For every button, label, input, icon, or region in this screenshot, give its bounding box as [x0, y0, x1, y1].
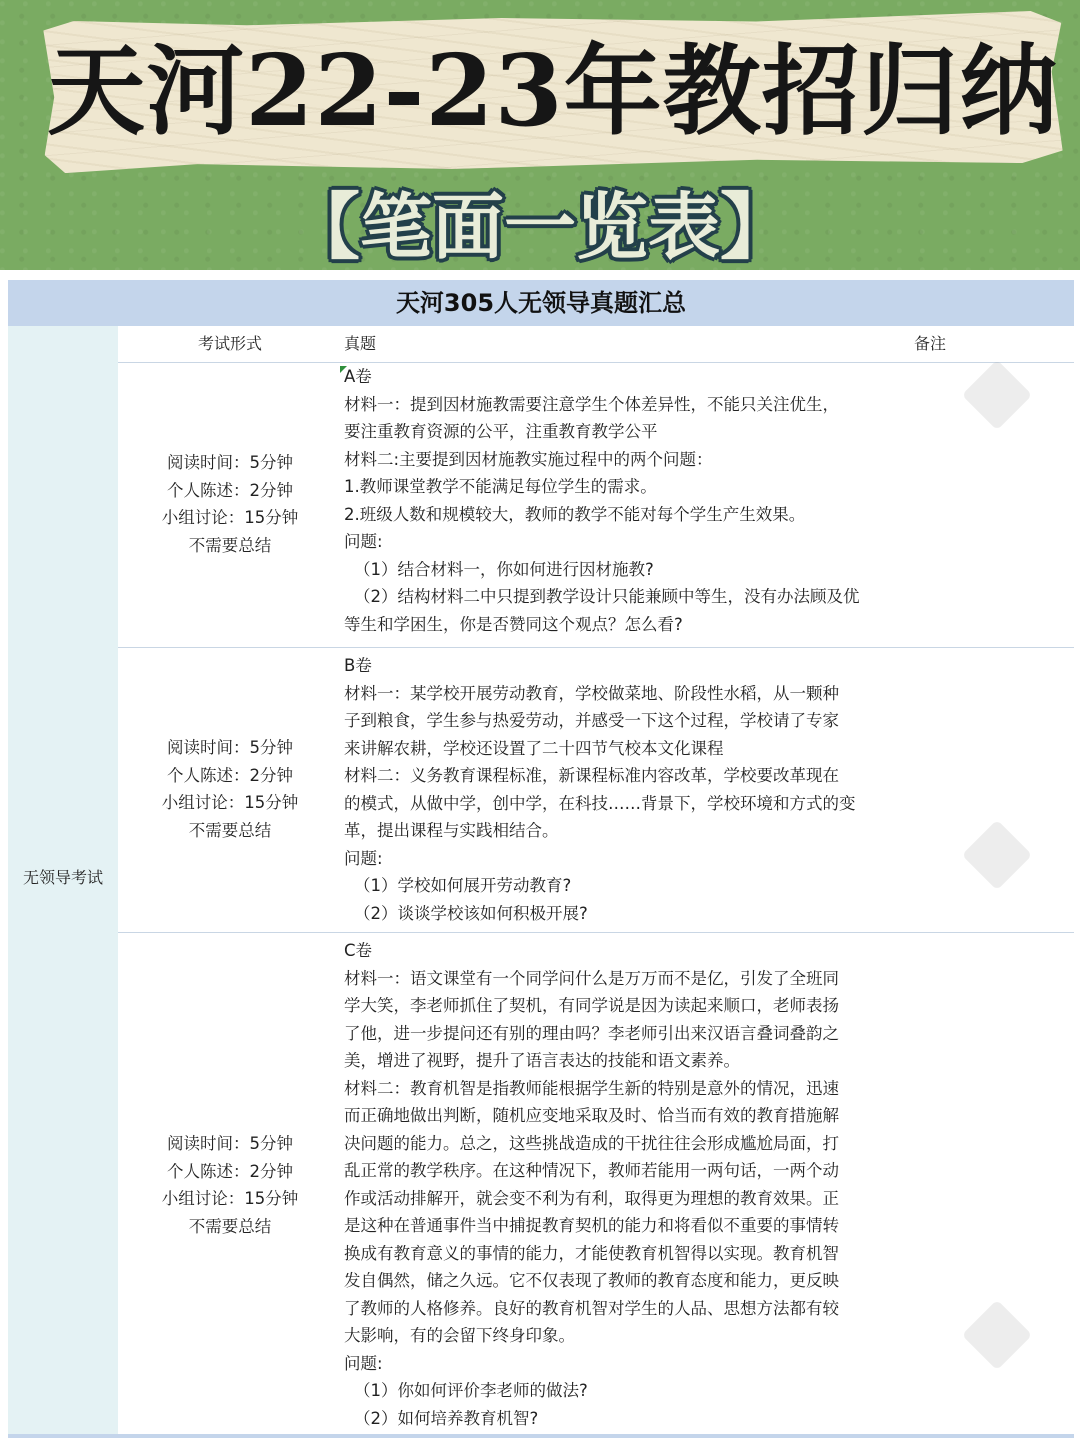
- discussion-time: 小组讨论：15分钟: [161, 793, 299, 812]
- question-line: 是这种在普通事件当中捕捉教育契机的能力和将看似不重要的事情转: [344, 1216, 839, 1235]
- question-line: 材料二：义务教育课程标准，新课程标准内容改革，学校要改革现在: [344, 766, 839, 785]
- question-line: （1）你如何评价李老师的做法?: [354, 1381, 588, 1400]
- question-line: 而正确地做出判断，随机应变地采取及时、恰当而有效的教育措施解: [344, 1106, 839, 1125]
- statement-time: 个人陈述：2分钟: [167, 480, 293, 500]
- question-line: 问题:: [344, 532, 383, 551]
- column-header-note: 备注: [914, 334, 947, 353]
- header-banner: [0, 0, 1080, 270]
- statement-time: 个人陈述：2分钟: [167, 765, 293, 785]
- question-line: 了他，进一步提问还有别的理由吗？李老师引出来汉语言叠词叠韵之: [344, 1023, 839, 1043]
- question-line: 决问题的能力。总之，这些挑战造成的干扰往往会形成尴尬局面，打: [344, 1133, 839, 1153]
- question-line: 等生和学困生，你是否赞同这个观点？怎么看?: [344, 614, 683, 634]
- summary-note: 不需要总结: [188, 535, 272, 555]
- reading-time: 阅读时间：5分钟: [167, 453, 293, 472]
- question-table: [0, 270, 1080, 1440]
- table-row-b: [118, 648, 1074, 933]
- question-line: 2.班级人数和规模较大，教师的教学不能对每个学生产生效果。: [344, 504, 806, 524]
- question-cell: [344, 652, 904, 927]
- paper-label: C卷: [344, 941, 373, 960]
- column-header-form: 考试形式: [197, 334, 262, 353]
- question-line: （2）谈谈学校该如何积极开展?: [354, 903, 588, 923]
- page-title: 天河22-23年教招归纳: [47, 34, 1059, 149]
- question-line: 了教师的人格修养。良好的教育机智对学生的人品、思想方法都有较: [344, 1298, 839, 1318]
- table-bottom-border: [8, 1434, 1074, 1438]
- question-cell: [344, 937, 904, 1432]
- paper-label: B卷: [344, 656, 372, 675]
- question-line: 大影响，有的会留下终身印象。: [344, 1326, 575, 1345]
- question-line: （1）结合材料一，你如何进行因材施教?: [354, 559, 654, 579]
- summary-note: 不需要总结: [188, 1216, 272, 1236]
- question-line: （2）如何培养教育机智?: [354, 1408, 539, 1428]
- statement-time: 个人陈述：2分钟: [167, 1161, 293, 1181]
- question-line: 乱正常的教学秩序。在这种情况下，教师若能用一两句话，一两个动: [344, 1161, 839, 1180]
- discussion-time: 小组讨论：15分钟: [161, 508, 299, 527]
- question-cell: [344, 363, 904, 638]
- page-subtitle: 【笔面一览表】: [287, 184, 792, 269]
- discussion-time: 小组讨论：15分钟: [161, 1189, 299, 1208]
- question-line: 1.教师课堂教学不能满足每位学生的需求。: [344, 477, 657, 496]
- exam-format-cell: [118, 734, 342, 844]
- question-line: 问题:: [344, 1353, 383, 1373]
- reading-time: 阅读时间：5分钟: [167, 738, 293, 757]
- question-line: 美，增进了视野，提升了语言表达的技能和语文素养。: [344, 1051, 740, 1070]
- reading-time: 阅读时间：5分钟: [167, 1134, 293, 1153]
- table-header-row: [118, 326, 1074, 363]
- exam-format-cell: [118, 1130, 342, 1240]
- question-line: 革，提出课程与实践相结合。: [344, 821, 559, 840]
- question-line: （2）结构材料二中只提到教学设计只能兼顾中等生，没有办法顾及优: [354, 587, 860, 606]
- question-line: 的模式，从做中学，创中学，在科技……背景下，学校环境和方式的变: [344, 793, 856, 813]
- question-line: 材料一：语文课堂有一个同学问什么是万万而不是亿，引发了全班同: [344, 968, 839, 988]
- category-label: 无领导考试: [22, 868, 103, 887]
- question-line: 要注重教育资源的公平，注重教育教学公平: [344, 422, 658, 441]
- question-line: 材料二:主要提到因材施教实施过程中的两个问题：: [344, 449, 713, 469]
- question-line: 来讲解农耕，学校还设置了二十四节气校本文化课程: [344, 738, 724, 758]
- question-line: 材料一：提到因材施教需要注意学生个体差异性，不能只关注优生，: [344, 394, 839, 414]
- question-line: （1）学校如何展开劳动教育?: [354, 876, 572, 895]
- column-header-question: 真题: [344, 334, 377, 353]
- question-line: 问题:: [344, 848, 383, 868]
- table-row-a: [118, 363, 1074, 648]
- table-title: 天河305人无领导真题汇总: [8, 280, 1074, 326]
- question-line: 材料一：某学校开展劳动教育，学校做菜地、阶段性水稻，从一颗种: [344, 683, 839, 703]
- question-line: 换成有教育意义的事情的能力，才能使教育机智得以实现。教育机智: [344, 1243, 839, 1263]
- summary-note: 不需要总结: [188, 820, 272, 840]
- table-row-c: [118, 933, 1074, 1435]
- question-line: 子到粮食，学生参与热爱劳动，并感受一下这个过程，学校请了专家: [344, 711, 839, 730]
- question-line: 材料二：教育机智是指教师能根据学生新的特别是意外的情况，迅速: [344, 1078, 839, 1098]
- question-line: 作或活动排解开，就会变不利为有利，取得更为理想的教育效果。正: [344, 1188, 839, 1208]
- question-line: 发自偶然，储之久远。它不仅表现了教师的教育态度和能力，更反映: [344, 1271, 839, 1290]
- paper-label: A卷: [344, 367, 372, 386]
- question-line: 学大笑，李老师抓住了契机，有同学说是因为读起来顺口，老师表扬: [344, 996, 839, 1015]
